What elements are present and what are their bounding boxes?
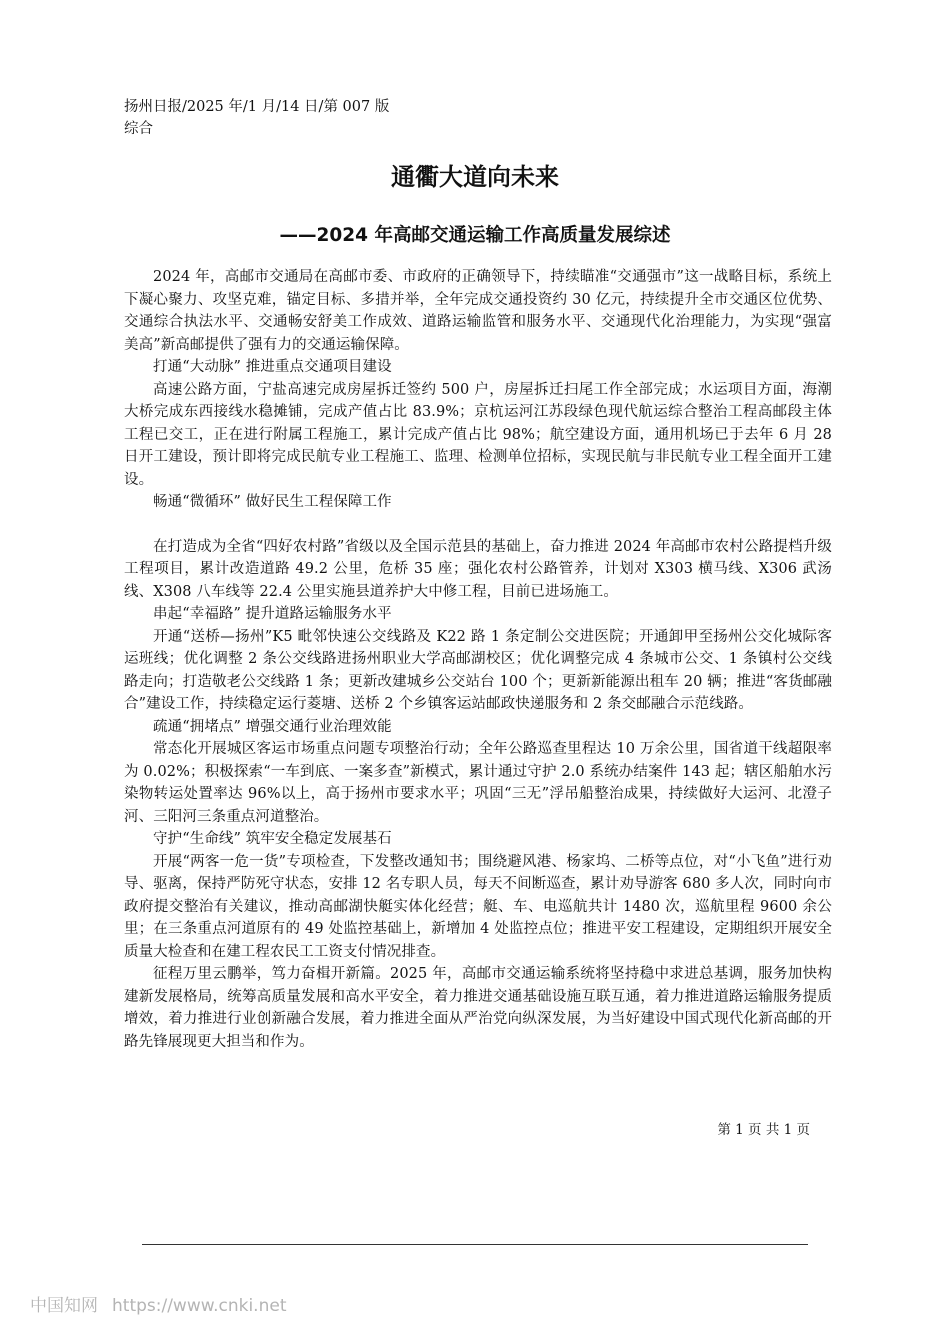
article-subtitle: ——2024 年高邮交通运输工作高质量发展综述 <box>279 225 671 246</box>
footer-divider <box>142 1244 808 1245</box>
paragraph: 2024 年，高邮市交通局在高邮市委、市政府的正确领导下，持续瞄准“交通强市”这一战略目标，系统上下凝心聚力、攻坚克难，锚定目标、多措并举，全年完成交通投资约 30 亿元，持续提升全市交通区位优势、交通综合执法水平、交通畅安舒美工作成效、道路运输监管和服务水平、交通现代化治理能力，为实现“强富美高”新高邮提供了强有力的交通运输保障。 <box>124 269 832 353</box>
section-heading: 守护“生命线” 筑牢安全稳定发展基石 <box>153 831 392 847</box>
section-heading: 打通“大动脉” 推进重点交通项目建设 <box>153 359 392 375</box>
section-heading: 串起“幸福路” 提升道路运输服务水平 <box>153 606 392 622</box>
section-heading: 畅通“微循环” 做好民生工程保障工作 <box>153 494 392 510</box>
paragraph: 高速公路方面，宁盐高速完成房屋拆迁签约 500 户，房屋拆迁扫尾工作全部完成；水运项目方面，海潮大桥完成东西接线水稳摊铺，完成产值占比 83.9%；京杭运河江苏段绿色现代航运综合整治工程高邮段主体工程已交工，正在进行附属工程施工，累计完成产值占比 98%；航空建设方面，通用机场已于去年 6 月 28 日开工建设，预计即将完成民航专业工程施工、监理、检测单位招标，实现民航与非民航专业工程全面开工建设。 <box>124 381 832 488</box>
article-title: 通衢大道向未来 <box>391 163 559 191</box>
paragraph: 开展“两客一危一货”专项检查，下发整改通知书；围绕避风港、杨家坞、二桥等点位，对“小飞鱼”进行劝导、驱离，保持严防死守状态，安排 12 名专职人员，每天不间断巡查，累计劝导游客 680 多人次，同时向市政府提交整治有关建议，推动高邮湖快艇实体化经营；艇、车、电巡航共计 1480 次，巡航里程 9600 余公里；在三条重点河道原有的 49 处监控基础上，新增加 4 处监控点位；推进平安工程建设，定期组织开展安全质量大检查和在建工程农民工工资支付情况排查。 <box>124 853 832 960</box>
watermark-url: https://www.cnki.net <box>112 1296 287 1316</box>
paragraph: 常态化开展城区客运市场重点问题专项整治行动；全年公路巡查里程达 10 万余公里，国省道干线超限率为 0.02%；积极探索“一车到底、一案多查”新模式，累计通过守护 2.0 系统办结案件 143 起；辖区船舶水污染物转运处置率达 96%以上，高于扬州市要求水平；巩固“三无”浮吊船整治成果，持续做好大运河、北澄子河、三阳河三条重点河道整治。 <box>124 741 832 825</box>
cnki-watermark <box>30 1294 286 1318</box>
article-body <box>124 266 832 1053</box>
blank-line <box>124 514 832 536</box>
page-number: 第 1 页 共 1 页 <box>717 1122 810 1138</box>
paragraph: 开通“送桥—扬州”K5 毗邻快速公交线路及 K22 路 1 条定制公交进医院；开通卸甲至扬州公交化城际客运班线；优化调整 2 条公交线路进扬州职业大学高邮湖校区；优化调整完成 4 条城市公交、1 条镇村公交线路走向；打造敬老公交线路 1 条；更新改建城乡公交站台 100 个；更新新能源出租车 20 辆；推进“客货邮融合”建设工作，持续稳定运行菱塘、送桥 2 个乡镇客运站邮政快递服务和 2 条交邮融合示范线路。 <box>124 628 832 712</box>
watermark-brand: 中国知网 <box>30 1296 98 1316</box>
source-line: 扬州日报/2025 年/1 月/14 日/第 007 版综合 <box>124 99 390 137</box>
paragraph: 在打造成为全省“四好农村路”省级以及全国示范县的基础上，奋力推进 2024 年高邮市农村公路提档升级工程项目，累计改造道路 49.2 公里，危桥 35 座；强化农村公路管养，计划对 X303 横马线、X306 武汤线、X308 八车线等 22.4 公里实施县道养护大中修工程，目前已进场施工。 <box>124 538 832 600</box>
paragraph: 征程万里云鹏举，笃力奋楫开新篇。2025 年，高邮市交通运输系统将坚持稳中求进总基调，服务加快构建新发展格局，统筹高质量发展和高水平安全，着力推进交通基础设施互联互通，着力推进道路运输服务提质增效，着力推进行业创新融合发展，着力推进全面从严治党向纵深发展，为当好建设中国式现代化新高邮的开路先锋展现更大担当和作为。 <box>124 966 832 1050</box>
section-heading: 疏通“拥堵点” 增强交通行业治理效能 <box>153 718 392 735</box>
